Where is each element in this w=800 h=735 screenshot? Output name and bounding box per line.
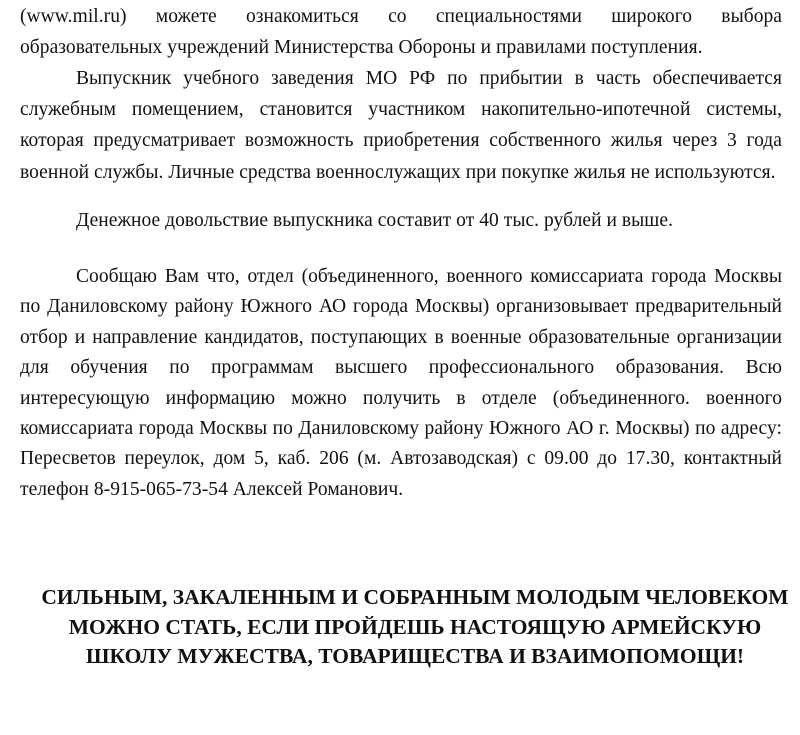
paragraph-graduate-housing: Выпускник учебного заведения МО РФ по прибытии в часть обеспечивается служебным помещением, становится участником накопительно-ипотечной системы, которая предусматривает возможность приобретения собственного жилья через 3 года военной службы. Личные средства военнослужащих при покупке жилья не используются.	[20, 68, 782, 183]
paragraph-commissariat-contact: Сообщаю Вам что, отдел (объединенного, военного комиссариата города Москвы по Даниловскому району Южного АО города Москвы) организовывает предварительный отбор и направление кандидатов, поступающих в военные образовательные организации для обучения по программам высшего профессионального образования. Всю интересующую информацию можно получить в отделе (объединенного. военного комиссариата города Москвы по Даниловскому району Южного АО г. Москвы) по адресу: Пересветов переулок, дом 5, каб. 206 (м. Автозаводская) с 09.00 до 17.30, контактный телефон 8-915-065-73-54 Алексей Романович.	[20, 266, 782, 500]
paragraph-salary: Денежное довольствие выпускника составит от 40 тыс. рублей и выше.	[76, 210, 674, 231]
closing-slogan: СИЛЬНЫМ, ЗАКАЛЕННЫМ И СОБРАННЫМ МОЛОДЫМ ЧЕЛОВЕКОМ МОЖНО СТАТЬ, ЕСЛИ ПРОЙДЕШЬ НАСТОЯЩУЮ АРМЕЙСКУЮ ШКОЛУ МУЖЕСТВА, ТОВАРИЩЕСТВА И ВЗАИМОПОМОЩИ!	[41, 585, 789, 668]
paragraph-mil-ru-info: (www.mil.ru) можете ознакомиться со специальностями широкого выбора образовательных учреждений Министерства Обороны и правилами поступления.	[20, 6, 782, 59]
